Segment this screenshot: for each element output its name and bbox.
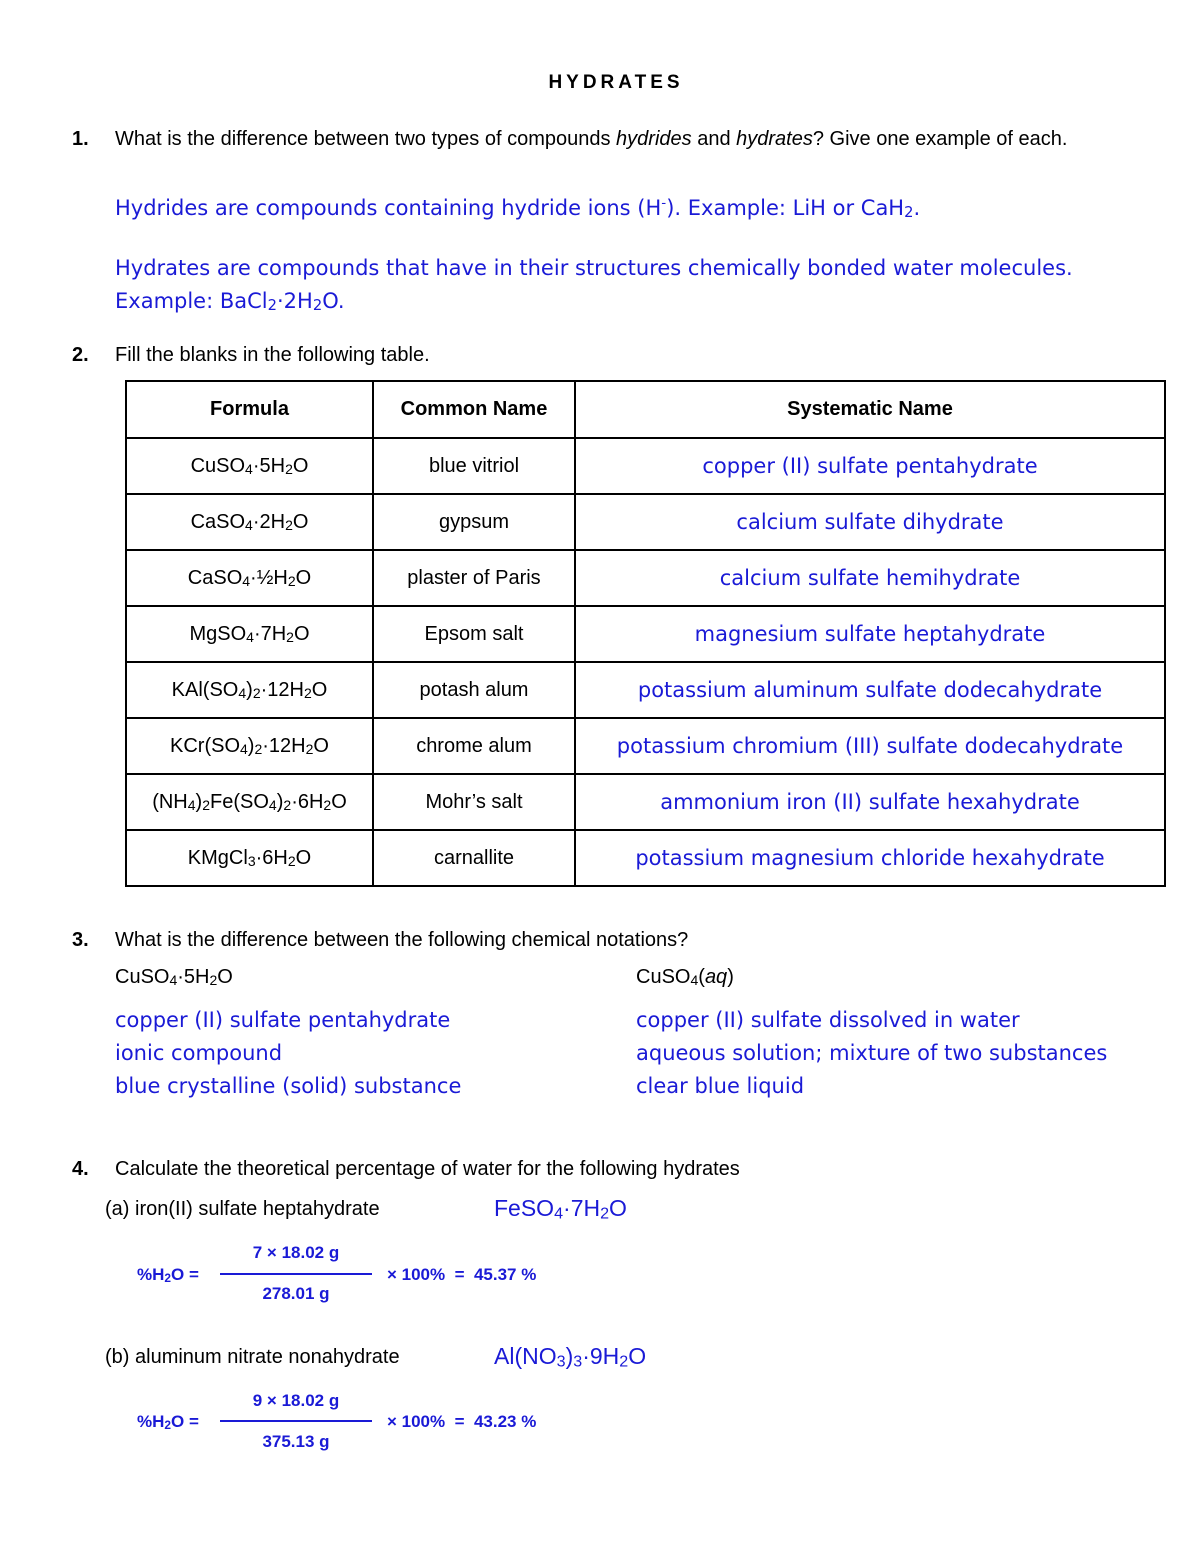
systematic-name-cell: potassium chromium (III) sulfate dodecahydrate (575, 718, 1165, 774)
systematic-name-cell: potassium aluminum sulfate dodecahydrate (575, 662, 1165, 718)
answer-hydrides: Hydrides are compounds containing hydride ions (H-). Example: LiH or CaH$_2$. (115, 195, 921, 222)
common-name-cell: chrome alum (373, 718, 575, 774)
formula-cell: $(NH_4)_2Fe(SO_4)_2\cdot 6H_2O$ (126, 774, 373, 830)
question-text: Fill the blanks in the following table. (115, 344, 430, 366)
part-b-numerator: 9 × 18.02 g (252, 1391, 340, 1410)
part-a-label: (a) iron(II) sulfate heptahydrate (105, 1198, 380, 1220)
table-row (126, 774, 1165, 830)
part-a-formula: $FeSO_4\cdot 7H_2O$ (494, 1195, 627, 1223)
fraction-bar (220, 1420, 372, 1422)
fraction-bar (220, 1273, 372, 1275)
part-a-numerator: 7 × 18.02 g (252, 1243, 340, 1262)
header-systematic-name: Systematic Name (575, 381, 1165, 438)
part-b-formula: $Al(NO_3)_3\cdot 9H_2O$ (494, 1343, 647, 1371)
table-row (126, 438, 1165, 494)
part-b-lhs: $\%H_2O$ = (137, 1412, 199, 1432)
answer-hydrates-example: Example: $BaCl_2\cdot 2H_2O$. (115, 289, 345, 315)
common-name-cell: gypsum (373, 494, 575, 550)
common-name-cell: potash alum (373, 662, 575, 718)
table-row (126, 606, 1165, 662)
header-common-name: Common Name (373, 381, 575, 438)
systematic-name-cell: copper (II) sulfate pentahydrate (575, 438, 1165, 494)
table-row (126, 662, 1165, 718)
table-row (126, 830, 1165, 886)
systematic-name-cell: potassium magnesium chloride hexahydrate (575, 830, 1165, 886)
part-a-result: × 100% = 45.37 % (387, 1265, 537, 1284)
formula-cell: $CaSO_4\cdot\frac{1}{2}H_2O$ (126, 550, 373, 606)
systematic-name-cell: magnesium sulfate heptahydrate (575, 606, 1165, 662)
left-answer-list (115, 1004, 461, 1103)
question-text: What is the difference between the following chemical notations? (115, 929, 689, 951)
table-row (126, 494, 1165, 550)
question-number: 2. (72, 344, 89, 366)
common-name-cell: Mohr’s salt (373, 774, 575, 830)
list-item: blue crystalline (solid) substance (115, 1074, 462, 1098)
hydrates-table (125, 380, 1166, 887)
formula-cell: $KCr(SO_4)_2\cdot 12H_2O$ (126, 718, 373, 774)
question-number: 3. (72, 929, 89, 951)
formula-cell: $MgSO_4\cdot 7H_2O$ (126, 606, 373, 662)
part-b-denominator: 375.13 g (262, 1432, 330, 1451)
formula-cell: $CaSO_4\cdot 2H_2O$ (126, 494, 373, 550)
page-title: HYDRATES (548, 72, 684, 93)
common-name-cell: Epsom salt (373, 606, 575, 662)
header-formula: Formula (126, 381, 373, 438)
right-answer-list (636, 1004, 1107, 1103)
question-text: Calculate the theoretical percentage of water for the following hydrates (115, 1158, 740, 1180)
list-item: ionic compound (115, 1041, 283, 1065)
left-formula: $CuSO_4\cdot 5H_2O$ (115, 966, 233, 989)
question-text: What is the difference between two types of compounds hydrides and hydrates? Give one example of each. (115, 128, 1068, 150)
list-item: copper (II) sulfate dissolved in water (636, 1008, 1020, 1032)
part-b-label: (b) aluminum nitrate nonahydrate (105, 1346, 400, 1368)
list-item: aqueous solution; mixture of two substances (636, 1041, 1108, 1065)
part-b-result: × 100% = 43.23 % (387, 1412, 537, 1431)
systematic-name-cell: calcium sulfate dihydrate (575, 494, 1165, 550)
table-header-row (126, 381, 1165, 438)
question-number: 4. (72, 1158, 89, 1180)
systematic-name-cell: calcium sulfate hemihydrate (575, 550, 1165, 606)
table-row (126, 718, 1165, 774)
formula-cell: $CuSO_4\cdot 5H_2O$ (126, 438, 373, 494)
right-formula: CuSO$_4$(aq) (636, 966, 734, 989)
formula-cell: $KMgCl_3\cdot 6H_2O$ (126, 830, 373, 886)
common-name-cell: blue vitriol (373, 438, 575, 494)
question-number: 1. (72, 128, 89, 150)
part-a-lhs: $\%H_2O$ = (137, 1265, 199, 1285)
systematic-name-cell: ammonium iron (II) sulfate hexahydrate (575, 774, 1165, 830)
list-item: copper (II) sulfate pentahydrate (115, 1008, 451, 1032)
common-name-cell: carnallite (373, 830, 575, 886)
answer-hydrates: Hydrates are compounds that have in their structures chemically bonded water molecules. (115, 256, 1073, 280)
formula-cell: $KAl(SO_4)_2\cdot 12H_2O$ (126, 662, 373, 718)
common-name-cell: plaster of Paris (373, 550, 575, 606)
table-row (126, 550, 1165, 606)
list-item: clear blue liquid (636, 1074, 805, 1098)
part-a-denominator: 278.01 g (262, 1284, 330, 1303)
